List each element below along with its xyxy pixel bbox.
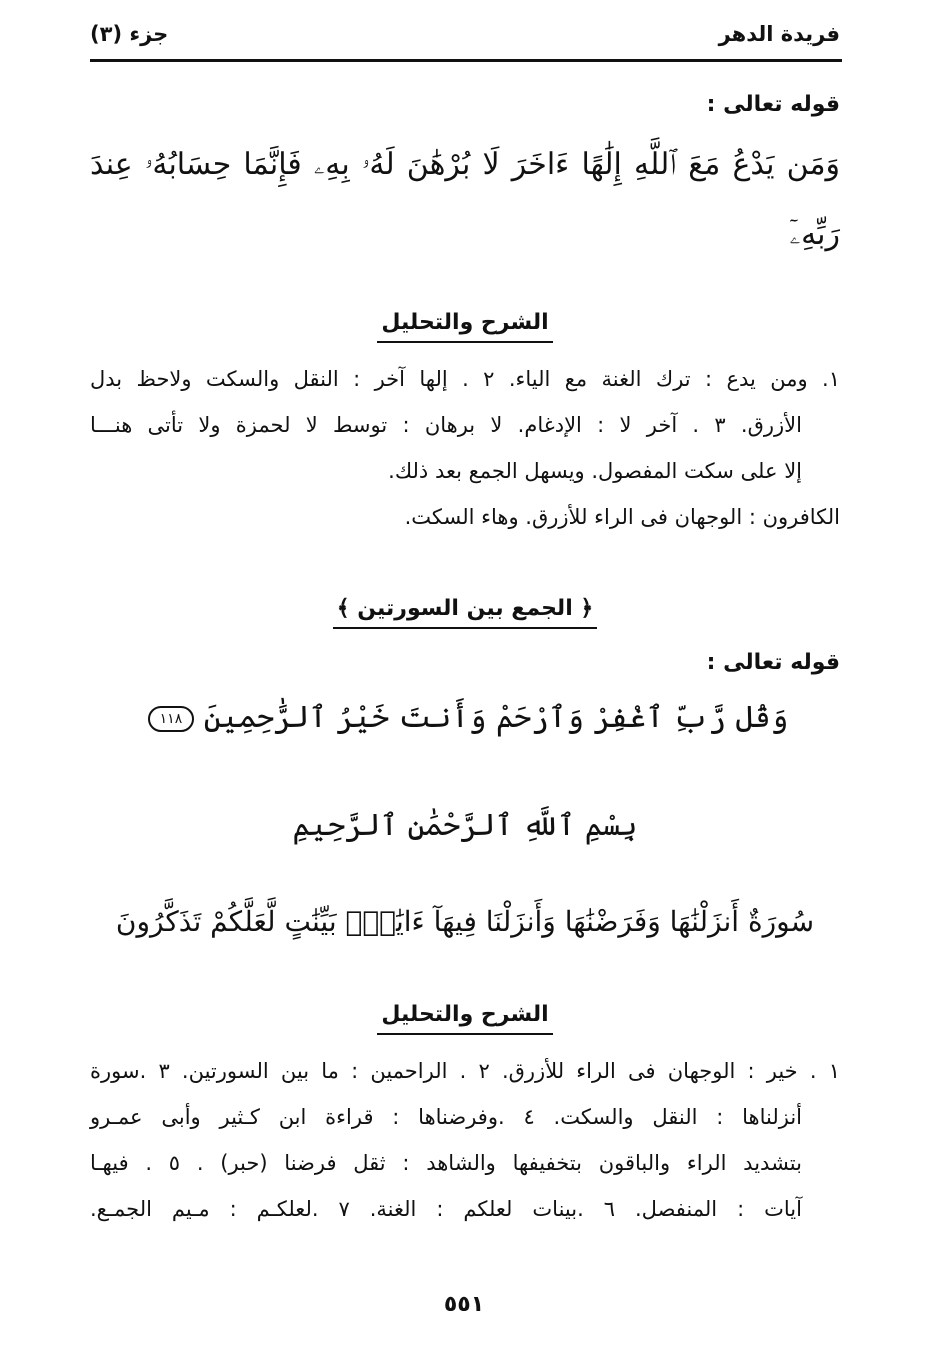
page-header bbox=[90, 14, 840, 54]
explanation-heading-2 bbox=[90, 1002, 840, 1035]
book-title: فريدة الدهر bbox=[718, 22, 840, 46]
explanation-2-line-2: أنزلناها : النقل والسكت. ٤ .وفرضناها : قراءة ابن كـثير وأبى عمـرو bbox=[90, 1105, 803, 1129]
explanation-heading-2-text: الشرح والتحليل bbox=[377, 1002, 552, 1035]
quote-label-2: قوله تعالى : bbox=[706, 650, 840, 675]
explanation-1-line-4: الكافرون : الوجهان فى الراء للأزرق. وهاء السكت. bbox=[404, 505, 840, 529]
header-divider bbox=[90, 59, 842, 62]
explanation-1 bbox=[90, 356, 840, 540]
explanation-1-line-3: إلا على سكت المفصول. ويسهل الجمع بعد ذلك. bbox=[388, 459, 802, 483]
explanation-2-line-3: بتشديد الراء والباقون بتخفيفها والشاهد : ثقل فرضنا (حبر) . ٥ . فيهـا bbox=[90, 1151, 802, 1175]
quote-label-1: قوله تعالى : bbox=[706, 92, 840, 117]
verse-3: سُورَةٌ أَنزَلْنَٰهَا وَفَرَضْنَٰهَا وَأَنزَلْنَا فِيهَآ ءَايَٰتٍۭ بَيِّنَٰتٍ لَّعَلَّكُمْ تَذَكَّرُونَ bbox=[115, 905, 815, 938]
explanation-2 bbox=[90, 1048, 840, 1232]
page-number: ٥٥١ bbox=[443, 1292, 485, 1317]
explanation-heading-1 bbox=[90, 310, 840, 343]
verse-2-text: وَقُل رَّبِّ ٱغْفِرْ وَٱرْحَمْ وَأَنتَ خَيْرُ ٱلرَّٰحِمِينَ bbox=[203, 700, 789, 735]
verse-1 bbox=[90, 130, 840, 270]
explanation-2-line-1: ١ . خير : الوجهان فى الراء للأزرق. ٢ . الراحمين : ما بين السورتين. ٣ .سورة bbox=[90, 1059, 840, 1083]
verse-2 bbox=[90, 700, 840, 735]
explanation-2-line-4: آيات : المنفصل. ٦ .بينات لعلكم : الغنة. ٧ .لعلكـم : مـيم الجمـع. bbox=[90, 1197, 802, 1221]
explanation-1-line-2: الأزرق. ٣ . آخر لا : الإدغام. لا برهان : توسط لا لحمزة ولا تأتى هنـــا bbox=[90, 413, 802, 437]
section-title bbox=[90, 596, 840, 629]
verse-1-line-1: وَمَن يَدْعُ مَعَ ٱللَّهِ إِلَٰهًا ءَاخَرَ لَا بُرْهَٰنَ لَهُۥ بِهِۦ فَإِنَّمَا حِسَابُهُۥ عِندَ bbox=[90, 147, 840, 182]
verse-1-line-2: رَبِّهِۦٓ bbox=[789, 217, 840, 252]
verse-number-badge: ١١٨ bbox=[148, 706, 195, 732]
part-number: جزء (٣) bbox=[90, 22, 169, 46]
section-title-text: ﴿ الجمع بين السورتين ﴾ bbox=[333, 596, 598, 629]
basmala: بِسْمِ ٱللَّهِ ٱلرَّحْمَٰنِ ٱلرَّحِيمِ bbox=[292, 808, 638, 843]
explanation-1-line-1: ١. ومن يدع : ترك الغنة مع الياء. ٢ . إلها آخر : النقل والسكت ولاحظ بدل bbox=[90, 367, 840, 391]
explanation-heading-1-text: الشرح والتحليل bbox=[377, 310, 552, 343]
